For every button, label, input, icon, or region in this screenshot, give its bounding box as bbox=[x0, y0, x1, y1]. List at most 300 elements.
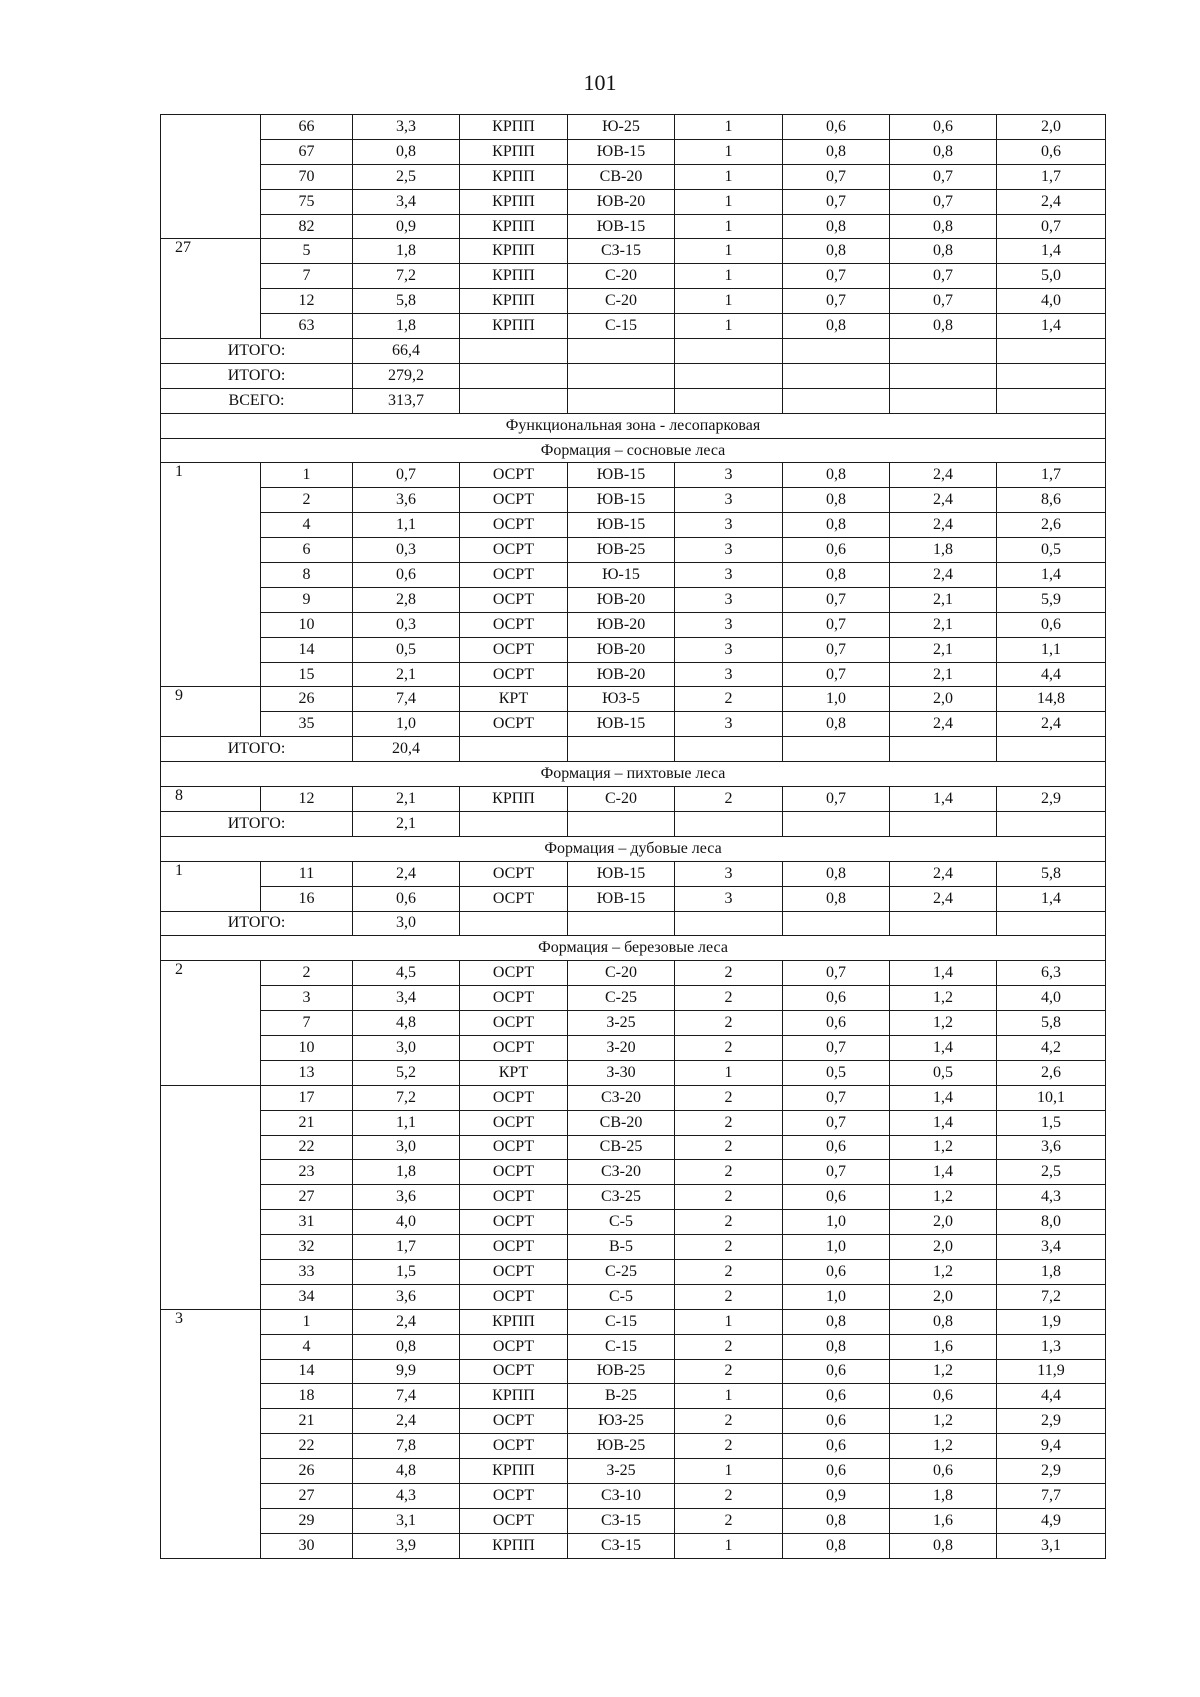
table-cell: 3 bbox=[675, 712, 783, 737]
table-cell: 1,9 bbox=[997, 1309, 1106, 1334]
table-cell: 0,7 bbox=[783, 264, 890, 289]
table-cell: 3,1 bbox=[997, 1533, 1106, 1558]
table-cell: КРПП bbox=[460, 787, 568, 812]
empty-cell bbox=[675, 339, 783, 364]
table-cell: КРПП bbox=[460, 1459, 568, 1484]
empty-cell bbox=[460, 388, 568, 413]
table-cell: 1,4 bbox=[997, 886, 1106, 911]
table-cell: ЮВ-15 bbox=[568, 886, 675, 911]
table-cell: ОСРТ bbox=[460, 538, 568, 563]
table-cell: 0,6 bbox=[783, 1359, 890, 1384]
table-cell: 2,4 bbox=[890, 488, 997, 513]
table-cell: 21 bbox=[261, 1110, 353, 1135]
table-cell: 0,5 bbox=[353, 637, 460, 662]
table-cell: ОСРТ bbox=[460, 712, 568, 737]
table-cell: 8,6 bbox=[997, 488, 1106, 513]
table-cell: ОСРТ bbox=[460, 612, 568, 637]
table-cell: 0,8 bbox=[890, 1309, 997, 1334]
table-cell: 0,6 bbox=[353, 886, 460, 911]
table-row bbox=[161, 1210, 1106, 1235]
table-cell: 0,8 bbox=[783, 488, 890, 513]
table-cell: 0,6 bbox=[783, 986, 890, 1011]
table-cell: 1 bbox=[675, 1384, 783, 1409]
table-cell: 7 bbox=[261, 1011, 353, 1036]
quarter-number-cell: 1 bbox=[161, 463, 261, 687]
empty-cell bbox=[460, 737, 568, 762]
total-label: ИТОГО: bbox=[161, 811, 353, 836]
table-cell: 3 bbox=[675, 463, 783, 488]
table-cell: 0,7 bbox=[783, 189, 890, 214]
table-cell: 1 bbox=[675, 1060, 783, 1085]
table-cell: КРПП bbox=[460, 1384, 568, 1409]
table-cell: 18 bbox=[261, 1384, 353, 1409]
section-header-row bbox=[161, 413, 1106, 438]
quarter-number-cell: 27 bbox=[161, 239, 261, 339]
table-cell: 34 bbox=[261, 1284, 353, 1309]
table-cell: КРПП bbox=[460, 239, 568, 264]
table-cell: 0,8 bbox=[890, 139, 997, 164]
table-cell: 2,0 bbox=[890, 1284, 997, 1309]
table-row bbox=[161, 1085, 1106, 1110]
table-cell: ОСРТ bbox=[460, 1185, 568, 1210]
table-row bbox=[161, 1259, 1106, 1284]
table-cell: 0,5 bbox=[997, 538, 1106, 563]
table-cell: 2 bbox=[675, 1434, 783, 1459]
table-cell: 9,4 bbox=[997, 1434, 1106, 1459]
table-cell: ЮЗ-5 bbox=[568, 687, 675, 712]
table-cell: 0,6 bbox=[890, 115, 997, 140]
quarter-number-cell: 8 bbox=[161, 787, 261, 812]
table-cell: ЮВ-15 bbox=[568, 712, 675, 737]
table-row bbox=[161, 513, 1106, 538]
table-cell: 7,7 bbox=[997, 1483, 1106, 1508]
table-cell: 9,9 bbox=[353, 1359, 460, 1384]
table-row bbox=[161, 1508, 1106, 1533]
table-cell: КРПП bbox=[460, 264, 568, 289]
table-cell: ЮВ-15 bbox=[568, 139, 675, 164]
table-cell: 1 bbox=[675, 189, 783, 214]
total-row bbox=[161, 388, 1106, 413]
table-cell: 10 bbox=[261, 1035, 353, 1060]
table-cell: 11,9 bbox=[997, 1359, 1106, 1384]
table-cell: 30 bbox=[261, 1533, 353, 1558]
table-cell: 1,4 bbox=[997, 563, 1106, 588]
table-row bbox=[161, 289, 1106, 314]
table-cell: 4,4 bbox=[997, 1384, 1106, 1409]
table-cell: 5,2 bbox=[353, 1060, 460, 1085]
table-cell: 13 bbox=[261, 1060, 353, 1085]
table-cell: 0,8 bbox=[783, 214, 890, 239]
table-row bbox=[161, 1235, 1106, 1260]
table-row bbox=[161, 986, 1106, 1011]
empty-cell bbox=[997, 363, 1106, 388]
table-cell: 1,4 bbox=[890, 961, 997, 986]
empty-cell bbox=[568, 737, 675, 762]
table-cell: С-5 bbox=[568, 1210, 675, 1235]
empty-cell bbox=[997, 737, 1106, 762]
table-cell: ОСРТ bbox=[460, 861, 568, 886]
table-cell: ЮВ-15 bbox=[568, 488, 675, 513]
table-cell: 2 bbox=[675, 961, 783, 986]
table-cell: 31 bbox=[261, 1210, 353, 1235]
table-row bbox=[161, 563, 1106, 588]
section-header-row bbox=[161, 762, 1106, 787]
table-row bbox=[161, 239, 1106, 264]
table-cell: ОСРТ bbox=[460, 563, 568, 588]
table-row bbox=[161, 1533, 1106, 1558]
table-cell: 2 bbox=[675, 1135, 783, 1160]
table-row bbox=[161, 1434, 1106, 1459]
table-cell: 1 bbox=[675, 289, 783, 314]
table-cell: 0,3 bbox=[353, 612, 460, 637]
table-cell: 2,4 bbox=[890, 463, 997, 488]
table-row bbox=[161, 1334, 1106, 1359]
table-cell: 2 bbox=[675, 1185, 783, 1210]
table-cell: 3,1 bbox=[353, 1508, 460, 1533]
table-cell: 32 bbox=[261, 1235, 353, 1260]
table-cell: 3,6 bbox=[353, 1185, 460, 1210]
table-cell: З-30 bbox=[568, 1060, 675, 1085]
empty-cell bbox=[890, 737, 997, 762]
table-cell: 2,1 bbox=[353, 662, 460, 687]
table-cell: 0,7 bbox=[783, 662, 890, 687]
table-cell: ОСРТ bbox=[460, 1011, 568, 1036]
table-cell: ЮВ-20 bbox=[568, 189, 675, 214]
table-cell: 1,0 bbox=[783, 1210, 890, 1235]
table-cell: ОСРТ bbox=[460, 1409, 568, 1434]
table-row bbox=[161, 787, 1106, 812]
quarter-number-cell bbox=[161, 115, 261, 239]
table-cell: 3 bbox=[675, 612, 783, 637]
table-cell: 1,8 bbox=[890, 538, 997, 563]
table-cell: ОСРТ bbox=[460, 662, 568, 687]
table-cell: 1,2 bbox=[890, 1359, 997, 1384]
table-cell: 2 bbox=[675, 1334, 783, 1359]
table-cell: ОСРТ bbox=[460, 1359, 568, 1384]
table-cell: 1,3 bbox=[997, 1334, 1106, 1359]
table-cell: СЗ-20 bbox=[568, 1085, 675, 1110]
table-cell: 7,4 bbox=[353, 687, 460, 712]
table-cell: 2 bbox=[675, 1110, 783, 1135]
table-cell: 10 bbox=[261, 612, 353, 637]
quarter-number-cell: 3 bbox=[161, 1309, 261, 1558]
table-cell: 2,9 bbox=[997, 1459, 1106, 1484]
table-cell: 0,8 bbox=[890, 239, 997, 264]
table-cell: ОСРТ bbox=[460, 1135, 568, 1160]
table-cell: 0,7 bbox=[783, 787, 890, 812]
empty-cell bbox=[997, 811, 1106, 836]
table-cell: 3 bbox=[675, 488, 783, 513]
table-cell: 0,6 bbox=[783, 1434, 890, 1459]
table-cell: 3,4 bbox=[353, 189, 460, 214]
table-cell: ЮВ-20 bbox=[568, 662, 675, 687]
table-cell: СЗ-15 bbox=[568, 1508, 675, 1533]
table-cell: 1,8 bbox=[353, 239, 460, 264]
table-cell: 1,5 bbox=[353, 1259, 460, 1284]
table-cell: 1,2 bbox=[890, 986, 997, 1011]
table-cell: 66 bbox=[261, 115, 353, 140]
table-cell: 0,8 bbox=[783, 563, 890, 588]
table-cell: 1,7 bbox=[997, 463, 1106, 488]
total-row bbox=[161, 339, 1106, 364]
table-cell: 0,7 bbox=[783, 961, 890, 986]
table-cell: 7 bbox=[261, 264, 353, 289]
total-value: 2,1 bbox=[353, 811, 460, 836]
table-cell: З-25 bbox=[568, 1459, 675, 1484]
quarter-number-cell: 1 bbox=[161, 861, 261, 911]
table-cell: 0,6 bbox=[783, 1384, 890, 1409]
table-cell: 0,7 bbox=[890, 189, 997, 214]
table-cell: ОСРТ bbox=[460, 1085, 568, 1110]
table-cell: ОСРТ bbox=[460, 488, 568, 513]
table-cell: 2 bbox=[675, 787, 783, 812]
table-cell: С-20 bbox=[568, 289, 675, 314]
section-header: Формация – березовые леса bbox=[161, 936, 1106, 961]
table-cell: 0,9 bbox=[353, 214, 460, 239]
total-value: 3,0 bbox=[353, 911, 460, 936]
table-cell: 2,0 bbox=[890, 1235, 997, 1260]
table-cell: 26 bbox=[261, 1459, 353, 1484]
table-cell: 4,3 bbox=[353, 1483, 460, 1508]
table-cell: СЗ-15 bbox=[568, 1533, 675, 1558]
table-cell: 0,6 bbox=[783, 1259, 890, 1284]
table-cell: 4,0 bbox=[997, 289, 1106, 314]
table-cell: 63 bbox=[261, 314, 353, 339]
table-cell: 17 bbox=[261, 1085, 353, 1110]
table-cell: ОСРТ bbox=[460, 637, 568, 662]
table-cell: 1 bbox=[675, 214, 783, 239]
table-cell: 3 bbox=[675, 538, 783, 563]
table-cell: 3,0 bbox=[353, 1135, 460, 1160]
table-cell: ОСРТ bbox=[460, 1483, 568, 1508]
table-row bbox=[161, 264, 1106, 289]
table-cell: 11 bbox=[261, 861, 353, 886]
table-cell: С-5 bbox=[568, 1284, 675, 1309]
table-cell: 1,4 bbox=[890, 1085, 997, 1110]
table-cell: 0,7 bbox=[997, 214, 1106, 239]
table-row bbox=[161, 1185, 1106, 1210]
empty-cell bbox=[568, 339, 675, 364]
table-row bbox=[161, 463, 1106, 488]
empty-cell bbox=[675, 911, 783, 936]
table-cell: 2 bbox=[675, 1508, 783, 1533]
table-cell: 0,3 bbox=[353, 538, 460, 563]
table-cell: 3 bbox=[675, 662, 783, 687]
table-cell: 3,3 bbox=[353, 115, 460, 140]
table-cell: 2,0 bbox=[890, 1210, 997, 1235]
table-cell: С-20 bbox=[568, 264, 675, 289]
table-cell: 1 bbox=[675, 1459, 783, 1484]
table-cell: ОСРТ bbox=[460, 1235, 568, 1260]
table-cell: КРПП bbox=[460, 139, 568, 164]
table-cell: 2 bbox=[675, 1235, 783, 1260]
table-cell: ОСРТ bbox=[460, 1110, 568, 1135]
table-cell: 7,2 bbox=[353, 264, 460, 289]
table-cell: 0,6 bbox=[890, 1459, 997, 1484]
table-cell: 33 bbox=[261, 1259, 353, 1284]
empty-cell bbox=[890, 363, 997, 388]
table-cell: 70 bbox=[261, 164, 353, 189]
table-cell: 2,4 bbox=[890, 861, 997, 886]
table-row bbox=[161, 189, 1106, 214]
table-cell: СЗ-15 bbox=[568, 239, 675, 264]
table-cell: 0,7 bbox=[890, 264, 997, 289]
table-cell: 1,2 bbox=[890, 1011, 997, 1036]
table-row bbox=[161, 488, 1106, 513]
table-cell: 5,9 bbox=[997, 587, 1106, 612]
table-cell: 1,0 bbox=[783, 1235, 890, 1260]
table-row bbox=[161, 314, 1106, 339]
table-cell: 0,8 bbox=[783, 712, 890, 737]
table-cell: 1,4 bbox=[997, 239, 1106, 264]
total-value: 279,2 bbox=[353, 363, 460, 388]
table-row bbox=[161, 1309, 1106, 1334]
table-cell: 0,7 bbox=[783, 587, 890, 612]
empty-cell bbox=[460, 911, 568, 936]
table-cell: КРПП bbox=[460, 289, 568, 314]
table-cell: 8 bbox=[261, 563, 353, 588]
table-cell: 1,2 bbox=[890, 1434, 997, 1459]
table-cell: 4,0 bbox=[353, 1210, 460, 1235]
table-cell: 3,6 bbox=[997, 1135, 1106, 1160]
table-cell: ОСРТ bbox=[460, 961, 568, 986]
empty-cell bbox=[675, 811, 783, 836]
table-cell: КРПП bbox=[460, 189, 568, 214]
section-header-row bbox=[161, 936, 1106, 961]
table-row bbox=[161, 1359, 1106, 1384]
table-cell: 22 bbox=[261, 1135, 353, 1160]
table-cell: 7,8 bbox=[353, 1434, 460, 1459]
table-cell: 5,8 bbox=[997, 1011, 1106, 1036]
table-cell: КРПП bbox=[460, 164, 568, 189]
table-cell: 2,4 bbox=[997, 712, 1106, 737]
table-row bbox=[161, 164, 1106, 189]
table-cell: 1,7 bbox=[997, 164, 1106, 189]
table-cell: 0,7 bbox=[783, 637, 890, 662]
table-cell: 1,5 bbox=[997, 1110, 1106, 1135]
table-cell: 10,1 bbox=[997, 1085, 1106, 1110]
empty-cell bbox=[997, 911, 1106, 936]
table-cell: Ю-15 bbox=[568, 563, 675, 588]
table-cell: 3 bbox=[675, 861, 783, 886]
table-cell: 7,4 bbox=[353, 1384, 460, 1409]
table-cell: 2,0 bbox=[997, 115, 1106, 140]
table-cell: 1,0 bbox=[353, 712, 460, 737]
table-cell: ЮВ-25 bbox=[568, 1434, 675, 1459]
table-cell: 2 bbox=[675, 1210, 783, 1235]
table-cell: 75 bbox=[261, 189, 353, 214]
table-cell: 2,0 bbox=[890, 687, 997, 712]
table-cell: 67 bbox=[261, 139, 353, 164]
table-cell: 2,1 bbox=[890, 662, 997, 687]
table-cell: 4,8 bbox=[353, 1459, 460, 1484]
table-cell: З-25 bbox=[568, 1011, 675, 1036]
table-cell: 23 bbox=[261, 1160, 353, 1185]
empty-cell bbox=[568, 363, 675, 388]
table-row bbox=[161, 886, 1106, 911]
table-cell: 1,2 bbox=[890, 1259, 997, 1284]
table-cell: 3 bbox=[675, 563, 783, 588]
total-row bbox=[161, 811, 1106, 836]
table-cell: ЮВ-15 bbox=[568, 463, 675, 488]
table-cell: 2,4 bbox=[353, 861, 460, 886]
table-cell: ЮВ-25 bbox=[568, 538, 675, 563]
table-cell: ОСРТ bbox=[460, 1035, 568, 1060]
table-cell: 0,6 bbox=[783, 1135, 890, 1160]
table-cell: С-25 bbox=[568, 986, 675, 1011]
table-cell: 4,0 bbox=[997, 986, 1106, 1011]
table-cell: СВ-20 bbox=[568, 1110, 675, 1135]
table-row bbox=[161, 139, 1106, 164]
table-cell: 0,8 bbox=[353, 1334, 460, 1359]
table-cell: 82 bbox=[261, 214, 353, 239]
table-cell: 5 bbox=[261, 239, 353, 264]
table-cell: 4,3 bbox=[997, 1185, 1106, 1210]
table-row bbox=[161, 1409, 1106, 1434]
table-cell: В-5 bbox=[568, 1235, 675, 1260]
table-cell: ОСРТ bbox=[460, 1160, 568, 1185]
section-header: Формация – дубовые леса bbox=[161, 836, 1106, 861]
total-label: ИТОГО: bbox=[161, 363, 353, 388]
table-cell: 2,4 bbox=[997, 189, 1106, 214]
table-row bbox=[161, 961, 1106, 986]
table-cell: 3,9 bbox=[353, 1533, 460, 1558]
total-row bbox=[161, 911, 1106, 936]
table-cell: 1,8 bbox=[890, 1483, 997, 1508]
table-cell: ОСРТ bbox=[460, 587, 568, 612]
table-cell: 2,1 bbox=[890, 637, 997, 662]
empty-cell bbox=[460, 363, 568, 388]
table-cell: 0,7 bbox=[890, 164, 997, 189]
table-cell: 1,8 bbox=[997, 1259, 1106, 1284]
table-row bbox=[161, 1135, 1106, 1160]
table-cell: 1 bbox=[675, 314, 783, 339]
table-cell: 0,7 bbox=[783, 1085, 890, 1110]
table-cell: 2 bbox=[675, 1284, 783, 1309]
table-cell: 0,8 bbox=[783, 1334, 890, 1359]
table-cell: 2 bbox=[261, 961, 353, 986]
table-cell: 0,6 bbox=[353, 563, 460, 588]
empty-cell bbox=[568, 911, 675, 936]
table-cell: 1,4 bbox=[890, 1035, 997, 1060]
section-header-row bbox=[161, 836, 1106, 861]
table-cell: СЗ-25 bbox=[568, 1185, 675, 1210]
quarter-number-cell: 9 bbox=[161, 687, 261, 737]
empty-cell bbox=[783, 911, 890, 936]
table-cell: КРТ bbox=[460, 1060, 568, 1085]
table-cell: С-15 bbox=[568, 314, 675, 339]
table-cell: С-20 bbox=[568, 787, 675, 812]
table-cell: 4,5 bbox=[353, 961, 460, 986]
table-cell: 12 bbox=[261, 289, 353, 314]
section-header-row bbox=[161, 438, 1106, 463]
table-cell: ОСРТ bbox=[460, 1284, 568, 1309]
total-label: ИТОГО: bbox=[161, 737, 353, 762]
table-cell: 4,8 bbox=[353, 1011, 460, 1036]
table-cell: ОСРТ bbox=[460, 1434, 568, 1459]
table-cell: 1,1 bbox=[353, 513, 460, 538]
empty-cell bbox=[783, 339, 890, 364]
table-cell: 0,5 bbox=[783, 1060, 890, 1085]
table-cell: 0,6 bbox=[997, 139, 1106, 164]
table-cell: 5,8 bbox=[353, 289, 460, 314]
empty-cell bbox=[783, 363, 890, 388]
section-header: Функциональная зона - лесопарковая bbox=[161, 413, 1106, 438]
empty-cell bbox=[997, 339, 1106, 364]
page-number: 101 bbox=[583, 70, 617, 95]
table-cell: 2,4 bbox=[890, 712, 997, 737]
total-value: 66,4 bbox=[353, 339, 460, 364]
